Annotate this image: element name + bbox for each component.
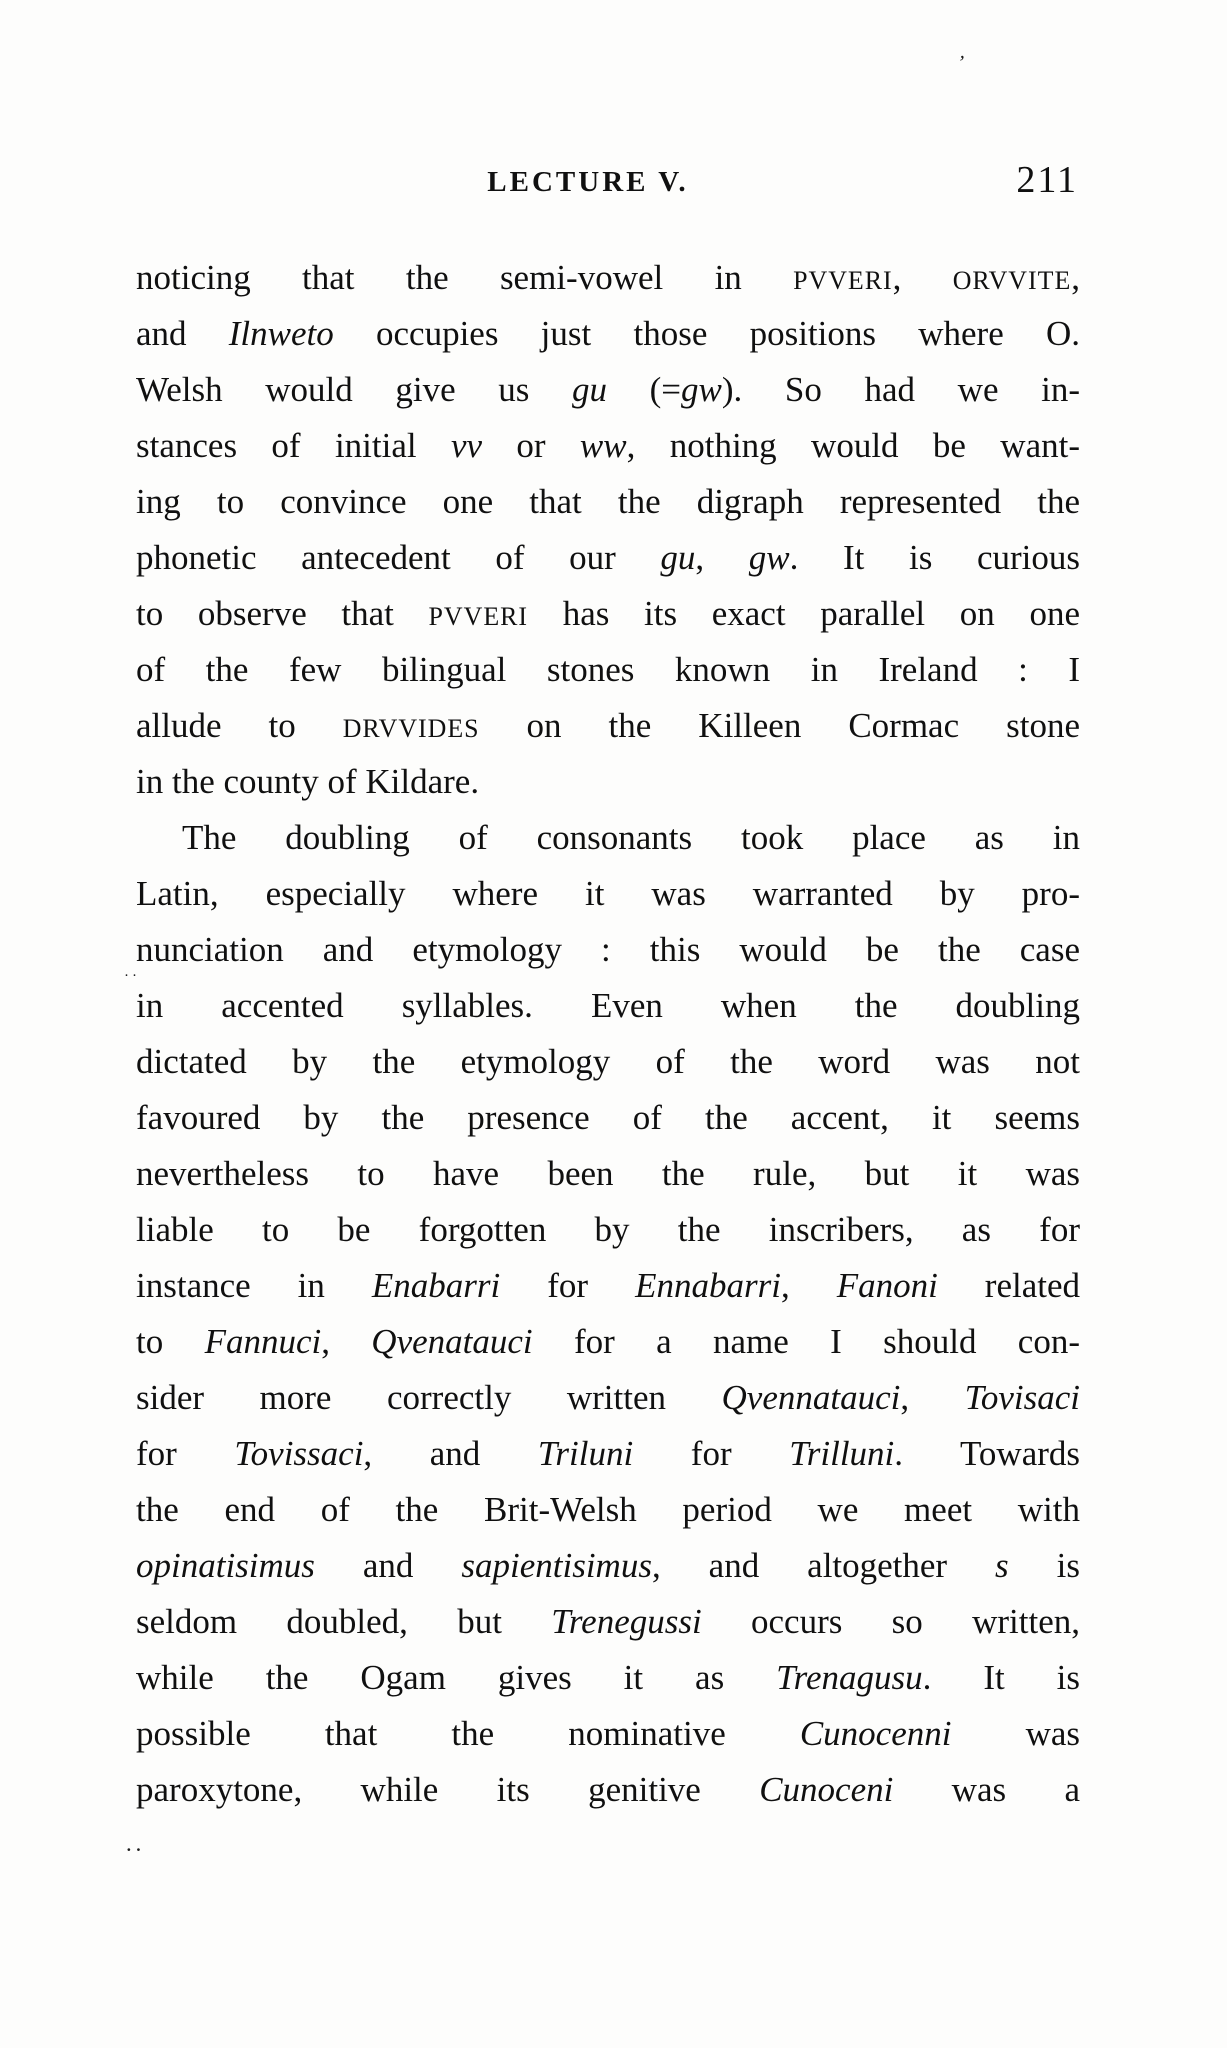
text-segment: , — [1071, 258, 1081, 297]
text-segment: sider more correctly written — [136, 1378, 722, 1417]
text-segment: related — [937, 1266, 1081, 1305]
text-segment: in accented syllables. Even when the doubling — [136, 986, 1080, 1025]
text-segment: gu — [660, 538, 696, 577]
text-segment: phonetic antecedent of our — [136, 538, 661, 577]
text-line — [136, 810, 1080, 866]
text-segment: is — [1008, 1546, 1080, 1585]
text-line — [136, 1538, 1080, 1594]
text-segment: , — [695, 538, 749, 577]
text-segment: Ennabarri — [635, 1266, 781, 1305]
text-line — [136, 1426, 1080, 1482]
page-body — [136, 250, 1080, 1818]
text-segment: , — [900, 1378, 965, 1417]
text-segment: vv — [450, 426, 483, 465]
text-segment: ORVVITE — [952, 266, 1072, 295]
text-segment: nevertheless to have been the rule, but it was — [136, 1154, 1080, 1193]
text-segment: Fanoni — [836, 1266, 938, 1305]
text-segment: Triluni — [537, 1434, 634, 1473]
text-segment: to observe that — [136, 594, 429, 633]
text-segment: noticing that the semi-vowel in — [136, 258, 794, 297]
text-segment: Cunocenni — [799, 1714, 952, 1753]
text-segment: , — [780, 1266, 837, 1305]
text-line — [136, 1034, 1080, 1090]
text-segment: paroxytone, while its genitive — [136, 1770, 760, 1809]
text-segment: sapientisimus — [461, 1546, 652, 1585]
text-segment: Latin, especially where it was warranted by pro- — [136, 874, 1080, 913]
text-segment: for — [633, 1434, 790, 1473]
text-segment: Qvennatauci — [721, 1378, 901, 1417]
text-segment: ing to convince one that the digraph represented the — [136, 482, 1080, 521]
text-segment: , and — [363, 1434, 538, 1473]
text-segment: gu — [572, 370, 607, 409]
text-segment: in the county of Kildare. — [136, 762, 480, 801]
text-segment: Cunoceni — [759, 1770, 894, 1809]
text-line — [136, 1706, 1080, 1762]
text-segment: instance in — [136, 1266, 372, 1305]
text-segment: on the Killeen Cormac stone — [479, 706, 1080, 745]
running-head-title: LECTURE V. — [487, 166, 689, 198]
text-segment: Welsh would give us — [136, 370, 572, 409]
text-line — [136, 922, 1080, 978]
text-segment: and — [136, 314, 229, 353]
page-number: 211 — [1016, 159, 1078, 201]
text-segment: , and altogether — [651, 1546, 996, 1585]
text-segment: favoured by the presence of the accent, it seems — [136, 1098, 1080, 1137]
text-segment: . It is curious — [789, 538, 1081, 577]
text-segment: DRVVIDES — [342, 714, 480, 743]
text-line — [136, 530, 1080, 586]
text-segment: Enabarri — [371, 1266, 501, 1305]
scan-artifact-dots-bottom: ·· — [126, 1840, 146, 1859]
text-segment: Fannuci — [204, 1322, 322, 1361]
text-segment: gw — [681, 370, 722, 409]
text-segment: nunciation and etymology : this would be the case — [136, 930, 1080, 969]
text-segment: Ilnweto — [228, 314, 334, 353]
text-line — [136, 754, 1080, 810]
text-line — [136, 698, 1080, 754]
text-line — [136, 474, 1080, 530]
text-segment: , — [321, 1322, 372, 1361]
page-header — [136, 159, 1080, 216]
text-line — [136, 1594, 1080, 1650]
text-segment: gw — [748, 538, 790, 577]
text-line — [136, 1090, 1080, 1146]
text-segment: allude to — [136, 706, 343, 745]
scan-artifact-speck: ’ — [956, 51, 967, 75]
text-segment: Trilluni — [789, 1434, 895, 1473]
text-segment: stances of initial — [136, 426, 451, 465]
text-segment: seldom doubled, but — [136, 1602, 552, 1641]
text-segment: while the Ogam gives it as — [136, 1658, 777, 1697]
text-line — [136, 418, 1080, 474]
text-segment: Trenegussi — [551, 1602, 702, 1641]
text-line — [136, 1258, 1080, 1314]
scan-artifact-dots-middle: ·· — [124, 968, 140, 984]
text-segment: ). So had we in- — [721, 370, 1080, 409]
text-segment: . It is — [922, 1658, 1080, 1697]
text-segment: opinatisimus — [136, 1546, 315, 1585]
text-segment: Qvenatauci — [371, 1322, 533, 1361]
text-segment: Tovissaci — [234, 1434, 364, 1473]
text-line — [136, 250, 1080, 306]
text-segment: for — [500, 1266, 636, 1305]
text-line — [136, 1146, 1080, 1202]
text-segment: , nothing would be want- — [626, 426, 1080, 465]
text-segment: dictated by the etymology of the word was not — [136, 1042, 1080, 1081]
text-segment: Tovisaci — [964, 1378, 1080, 1417]
text-segment: and — [314, 1546, 462, 1585]
text-line — [136, 1762, 1080, 1818]
text-line — [136, 1482, 1080, 1538]
text-segment: , — [892, 258, 953, 297]
text-line — [136, 1314, 1080, 1370]
text-segment: possible that the nominative — [136, 1714, 800, 1753]
text-segment: liable to be forgotten by the inscribers, as for — [136, 1210, 1080, 1249]
text-segment: occurs so written, — [701, 1602, 1080, 1641]
text-line — [136, 1650, 1080, 1706]
text-segment: . Towards — [894, 1434, 1081, 1473]
text-segment: to — [136, 1322, 205, 1361]
text-line — [136, 1202, 1080, 1258]
text-line — [136, 642, 1080, 698]
text-line — [136, 306, 1080, 362]
text-segment: The doubling of consonants took place as in — [182, 818, 1080, 857]
text-segment: occupies just those positions where O. — [333, 314, 1080, 353]
text-line — [136, 978, 1080, 1034]
text-segment: was a — [893, 1770, 1080, 1809]
text-segment: for — [136, 1434, 235, 1473]
text-line — [136, 866, 1080, 922]
text-segment: PVVERI — [428, 602, 529, 631]
text-segment: (= — [607, 370, 682, 409]
text-segment: was — [951, 1714, 1080, 1753]
text-segment: s — [995, 1546, 1009, 1585]
text-line — [136, 1370, 1080, 1426]
text-segment: has its exact parallel on one — [528, 594, 1080, 633]
text-segment: ww — [579, 426, 627, 465]
text-segment: of the few bilingual stones known in Ireland : I — [136, 650, 1080, 689]
text-segment: the end of the Brit-Welsh period we meet with — [136, 1490, 1080, 1529]
text-segment: for a name I should con- — [532, 1322, 1080, 1361]
text-segment: or — [482, 426, 580, 465]
text-line — [136, 362, 1080, 418]
text-line — [136, 586, 1080, 642]
text-segment: Trenagusu — [776, 1658, 923, 1697]
text-segment: PVVERI — [793, 266, 893, 295]
